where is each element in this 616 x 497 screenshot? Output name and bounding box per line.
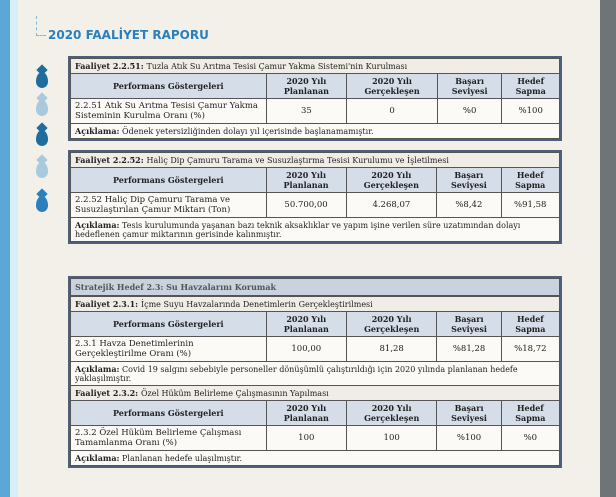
- page-title: 2020 FAALİYET RAPORU: [48, 28, 209, 42]
- activity-title-row: Faaliyet 2.3.1: İçme Suyu Havzalarında Denetimlerin Gerçekleştirilmesi: [71, 297, 560, 312]
- col-realized: 2020 Yılı Gerçekleşen: [346, 312, 436, 337]
- indicator-cell: 2.2.52 Haliç Dip Çamuru Tarama ve Susuzlaştırılan Çamur Miktarı (Ton): [71, 193, 267, 218]
- water-drop-icon: [36, 162, 48, 178]
- strategic-goal-title: Stratejik Hedef 2.3: Su Havzalarını Korumak: [70, 278, 560, 296]
- col-indicator: Performans Göstergeleri: [71, 401, 267, 426]
- success-cell: %0: [437, 99, 502, 124]
- col-deviation: Hedef Sapma: [501, 312, 559, 337]
- realized-cell: 100: [346, 426, 436, 451]
- indicator-cell: 2.2.51 Atık Su Arıtma Tesisi Çamur Yakma Sisteminin Kurulma Oranı (%): [71, 99, 267, 124]
- sidebar-stripe-light: [10, 0, 18, 497]
- col-planned: 2020 Yılı Planlanan: [266, 312, 346, 337]
- col-indicator: Performans Göstergeleri: [71, 168, 267, 193]
- col-realized: 2020 Yılı Gerçekleşen: [347, 74, 438, 99]
- indicator-cell: 2.3.2 Özel Hüküm Belirleme Çalışması Tamamlanma Oranı (%): [71, 426, 267, 451]
- success-cell: %8,42: [437, 193, 501, 218]
- water-drop-icon: [36, 196, 48, 212]
- header-decoration-line: [36, 35, 46, 36]
- col-deviation: Hedef Sapma: [501, 168, 559, 193]
- col-success: Başarı Seviyesi: [437, 74, 502, 99]
- col-planned: 2020 Yılı Planlanan: [266, 74, 347, 99]
- col-indicator: Performans Göstergeleri: [71, 312, 267, 337]
- col-planned: 2020 Yılı Planlanan: [266, 168, 346, 193]
- success-cell: %100: [437, 426, 501, 451]
- deviation-cell: %91,58: [501, 193, 559, 218]
- activity-table-1: [68, 56, 562, 141]
- water-drop-icon: [36, 72, 48, 88]
- explanation-row: Açıklama: Ödenek yetersizliğinden dolayı yıl içerisinde başlanamamıştır.: [71, 124, 560, 139]
- explanation-row: Açıklama: Tesis kurulumunda yaşanan bazı teknik aksaklıklar ve yapım işine verilen süre uzatımından dolayı hedeflenen çamur miktarının gerisinde kalınmıştır.: [71, 218, 560, 242]
- explanation-row: Açıklama: Covid 19 salgını sebebiyle personeller dönüşümlü çalıştırıldığı için 2020 yılında planlanan hedefe yaklaşılmıştır.: [71, 362, 560, 386]
- strategic-goal-block: [68, 276, 562, 468]
- col-deviation: Hedef Sapma: [502, 74, 560, 99]
- deviation-cell: %0: [501, 426, 559, 451]
- activity-title-row: Faaliyet 2.3.2: Özel Hüküm Belirleme Çalışmasının Yapılması: [71, 386, 560, 401]
- col-realized: 2020 Yılı Gerçekleşen: [346, 168, 437, 193]
- realized-cell: 4.268,07: [346, 193, 437, 218]
- table-row: [71, 337, 560, 362]
- deviation-cell: %100: [502, 99, 560, 124]
- planned-cell: 100,00: [266, 337, 346, 362]
- realized-cell: 0: [347, 99, 438, 124]
- indicator-cell: 2.3.1 Havza Denetimlerinin Gerçekleştirilme Oranı (%): [71, 337, 267, 362]
- sidebar-stripe: [0, 0, 10, 497]
- activity-title-row: Faaliyet 2.2.51: Tuzla Atık Su Arıtma Tesisi Çamur Yakma Sistemi'nin Kurulması: [71, 59, 560, 74]
- col-success: Başarı Seviyesi: [437, 401, 501, 426]
- deviation-cell: %18,72: [501, 337, 559, 362]
- header-decoration: [36, 16, 37, 36]
- success-cell: %81,28: [437, 337, 501, 362]
- col-success: Başarı Seviyesi: [437, 312, 501, 337]
- planned-cell: 35: [266, 99, 347, 124]
- water-drop-icon: [36, 130, 48, 146]
- activity-table-2: [68, 150, 562, 244]
- realized-cell: 81,28: [346, 337, 436, 362]
- planned-cell: 100: [266, 426, 346, 451]
- col-success: Başarı Seviyesi: [437, 168, 501, 193]
- planned-cell: 50.700,00: [266, 193, 346, 218]
- col-deviation: Hedef Sapma: [501, 401, 559, 426]
- table-row: [71, 426, 560, 451]
- col-indicator: Performans Göstergeleri: [71, 74, 267, 99]
- water-drop-icon: [36, 100, 48, 116]
- col-planned: 2020 Yılı Planlanan: [266, 401, 346, 426]
- table-row: [71, 99, 560, 124]
- table-row: [71, 193, 560, 218]
- col-realized: 2020 Yılı Gerçekleşen: [346, 401, 436, 426]
- activity-title-row: Faaliyet 2.2.52: Haliç Dip Çamuru Tarama ve Susuzlaştırma Tesisi Kurulumu ve İşletilmesi: [71, 153, 560, 168]
- explanation-row: Açıklama: Planlanan hedefe ulaşılmıştır.: [71, 451, 560, 466]
